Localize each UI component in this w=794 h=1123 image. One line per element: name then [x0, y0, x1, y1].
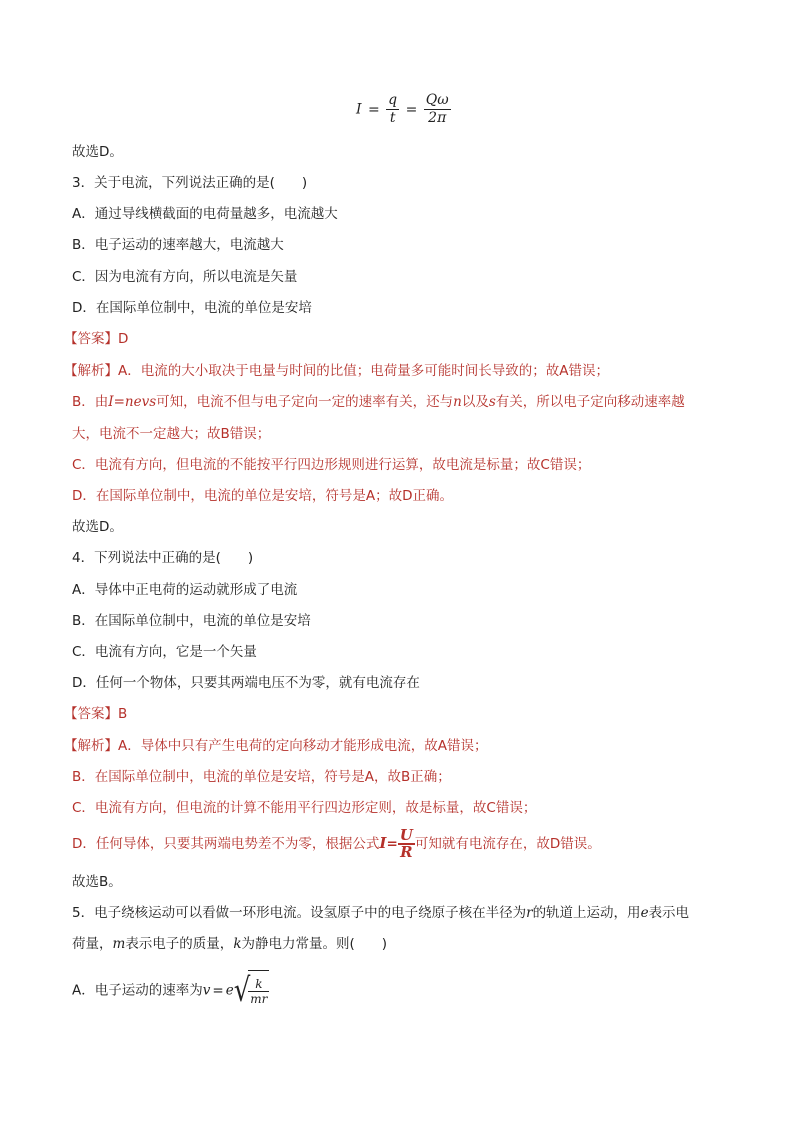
formula-inline: I=nevs: [108, 394, 157, 410]
fraction-denominator: t: [389, 110, 396, 126]
variable-e: e: [640, 905, 649, 921]
question-4-option-a: A．导体中正电荷的运动就形成了电流: [72, 582, 298, 598]
fraction-numerator: U: [399, 826, 413, 844]
conclusion-line: 故选D。: [72, 144, 123, 160]
formula-fraction-q-t: [386, 92, 399, 127]
question-4-explanation-b: B．在国际单位制中，电流的单位是安培，符号是A，故B正确；: [72, 769, 451, 785]
question-text: 的轨道上运动，用: [532, 905, 641, 921]
formula-lhs: I: [356, 101, 362, 118]
explanation-label: 【解析】: [64, 363, 118, 379]
question-3-option-b: B．电子运动的速率越大，电流越大: [72, 237, 284, 253]
fraction-numerator: k: [248, 977, 269, 992]
question-4-option-b: B．在国际单位制中，电流的单位是安培: [72, 613, 311, 629]
explanation-text: D．任何导体，只要其两端电势差不为零，根据公式: [72, 836, 380, 852]
answer-value: D: [118, 331, 129, 347]
variable-s: s: [488, 394, 496, 410]
question-3-explanation-c: C．电流有方向，但电流的不能按平行四边形规则进行运算，故电流是标量；故C错误；: [72, 457, 591, 473]
answer-label: 【答案】: [64, 331, 118, 347]
question-text: 荷量，: [72, 936, 113, 952]
question-5-stem-line-2: [72, 934, 387, 954]
answer-label: 【答案】: [64, 706, 118, 722]
fraction-numerator: Qω: [425, 92, 449, 108]
formula-fraction-u-r: [398, 828, 415, 860]
formula-fraction-q-omega: [424, 92, 451, 127]
question-3-stem: 3．关于电流，下列说法正确的是( ): [72, 175, 308, 191]
formula-current-omega: [356, 92, 451, 127]
question-4-option-c: C．电流有方向，它是一个矢量: [72, 644, 257, 660]
formula-equals: =: [386, 836, 398, 852]
question-text: 5．电子绕核运动可以看做一环形电流。设氢原子中的电子绕原子核在半径为: [72, 905, 527, 921]
explanation-text: 以及: [461, 394, 489, 410]
question-text: 表示电子的质量，: [125, 936, 234, 952]
variable-k: k: [233, 936, 242, 952]
answer-value: B: [118, 706, 128, 722]
explanation-label: 【解析】: [64, 738, 118, 754]
variable-e: e: [225, 982, 234, 999]
question-3-explanation-a: [64, 361, 609, 381]
question-text: 为静电力常量。则( ): [241, 936, 388, 952]
variable-n: n: [453, 394, 462, 410]
question-3-explanation-b: [72, 392, 685, 412]
question-4-explanation-a: [64, 736, 487, 756]
square-root: [234, 970, 270, 1011]
formula-lhs: I: [379, 834, 387, 852]
formula-equals-2: =: [405, 101, 418, 118]
formula-equals-1: =: [367, 101, 380, 118]
formula-fraction-k-mr: [248, 977, 269, 1006]
explanation-text: A．电流的大小取决于电量与时间的比值；电荷量多可能时间长导致的；故A错误；: [118, 363, 609, 379]
explanation-text: 有关，所以电子定向移动速率越: [495, 394, 685, 410]
variable-v: v: [202, 982, 211, 999]
explanation-text: 可知就有电流存在，故D错误。: [414, 836, 601, 852]
question-3-option-c: C．因为电流有方向，所以电流是矢量: [72, 269, 298, 285]
question-4-stem: 4．下列说法中正确的是( ): [72, 550, 254, 566]
question-3-explanation-b-cont: 大，电流不一定越大；故B错误；: [72, 426, 271, 442]
question-4-explanation-d: [72, 826, 601, 861]
explanation-text: 可知，电流不但与电子定向一定的速率有关，还与: [156, 394, 454, 410]
fraction-denominator: 2π: [428, 110, 447, 126]
radical-sign-icon: √: [233, 971, 251, 1010]
fraction-denominator: R: [400, 843, 413, 861]
question-4-explanation-c: C．电流有方向，但电流的计算不能用平行四边形定则，故是标量，故C错误；: [72, 800, 537, 816]
question-3-explanation-d: D．在国际单位制中，电流的单位是安培，符号是A；故D正确。: [72, 488, 454, 504]
question-3-option-d: D．在国际单位制中，电流的单位是安培: [72, 300, 312, 316]
question-4-answer: [64, 704, 127, 724]
option-text: A．电子运动的速率为: [72, 982, 203, 999]
formula-equals: =: [212, 982, 224, 999]
radicand: [248, 970, 269, 1011]
explanation-text: B．由: [72, 394, 109, 410]
variable-m: m: [112, 936, 126, 952]
question-4-option-d: D．任何一个物体，只要其两端电压不为零，就有电流存在: [72, 675, 420, 691]
explanation-text: A．导体中只有产生电荷的定向移动才能形成电流，故A错误；: [118, 738, 488, 754]
fraction-denominator: mr: [250, 991, 268, 1006]
fraction-numerator: q: [388, 92, 398, 108]
question-5-option-a: [72, 970, 269, 1011]
question-5-stem-line-1: [72, 903, 689, 923]
conclusion-line: 故选B。: [72, 874, 122, 890]
question-3-answer: [64, 329, 128, 349]
question-text: 表示电: [648, 905, 690, 921]
variable-r: r: [526, 905, 533, 921]
conclusion-line: 故选D。: [72, 519, 123, 535]
question-3-option-a: A．通过导线横截面的电荷量越多，电流越大: [72, 206, 338, 222]
